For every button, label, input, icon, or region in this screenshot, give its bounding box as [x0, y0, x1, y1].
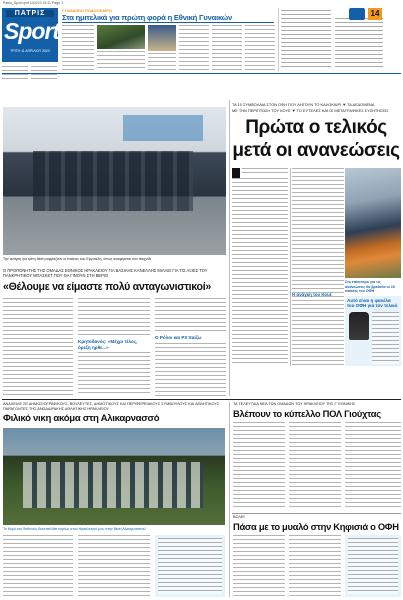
- date-line: ΤΡΙΤΗ 11 ΑΠΡΙΛΙΟΥ 2023: [10, 49, 50, 53]
- bottom-left-headline: Φιλικό νικη ακόμα στη Αλικαρνασσό: [3, 413, 160, 424]
- print-meta: Patris_Sport.qxd 10/4/23 15:11 Page 1: [3, 1, 64, 5]
- main-story-headline-1: Πρώτα ο τελικός: [245, 117, 387, 138]
- tv-icon: [349, 8, 365, 20]
- team-photo: [3, 107, 226, 255]
- jersey-sidebar-title: Αυτό είναι η φανέλα του ΟΦΗ για τον τελικό: [347, 298, 398, 309]
- bottom-right-top-kicker: ΤΑ ΤΕΛΕΥΤΑΙΑ ΝΕΑ ΤΩΝ ΟΜΑΔΩΝ ΤΟΥ ΗΡΑΚΛΕΙΟΥ ΤΗΣ Γ' ΕΘΝΙΚΗΣ: [233, 402, 356, 406]
- main-story-kicker-2: ΜΕ ΤΗΝ ΠΕΡΙΠΤΩΣΗ ΤΟΥ ΚΟΥΕ ▼ ΤΟ ΕΥΤΕΛΕΣ ΚΑΙ ΟΙ ΜΕΤΑΓΡΑΦΙΚΕΣ ΣΥΖΗΤΗΣΕΙΣ: [232, 108, 389, 113]
- left-story-subhead-1: Κρητοδανός: «Μέχρι τέλος, όρεξη ηρθε...»: [78, 339, 138, 350]
- brand-top: ΠΑΤΡΙΣ: [6, 10, 54, 17]
- bottom-left-kicker: ΑΝΑΧΕΙΛΕ ΣΕ ΔΗΜΟΣΙΟΓΡΑΦΙΚΟΥΣ, ΒΟΥΛΕΥΤΕΣ, ΔΗΜΟΤΙΚΟΥΣ ΚΑΙ ΠΕΡΙΦΕΡΕΙΑΚΟΥΣ ΣΥΜΒΟΥΛΟΥΣ ΚΑΙ ΑΘΛΗΤΙΚΟΥΣ ΠΑΡΑΓΟΝΤΕΣ ΤΗΣ ΑΝΩΔΑΙΡΑΚΗΣ ΑΘΛΗΤΙΚΗΣ ΗΡΑΚΛΕΙΟΥ: [3, 402, 220, 411]
- jersey-image: [349, 312, 369, 340]
- top-story-photo-2: [148, 25, 176, 51]
- left-story-subhead-2: Ο Ρόλοι και Ρ3 παίζω: [155, 335, 202, 340]
- team-photo-caption: Την ανάγκη για τρίτη θέση εκφράζουν οι παίκτες του Εργοτέλη, όπως αναφέρεται στο παιχνίδι: [3, 257, 152, 261]
- bottom-left-photo-caption: Το θυμό του διεθνούς δοκεπτέλθει κυρίως στον Ηρακλειανό μου στην θέση Αλικαρνασσού: [3, 527, 146, 531]
- main-story-photo-caption: Στο επίκεντρο για τις ανανεώσεις θα βρεθούν οι 10 παίκτες του ΟΦΗ: [345, 280, 395, 294]
- bottom-left-photo: [3, 428, 225, 525]
- bottom-right-bottom-kicker: ΒΟΛΕΪ: [233, 515, 245, 519]
- left-story-intro: Ο ΠΡΟΠΟΝΗΤΗΣ ΤΗΣ ΟΜΑΔΑΣ ΕΘΝΙΚΟΣ ΗΡΑΚΛΕΙΟΥ ΓΙΑ ΒΑΣΙΛΗΣ ΚΑΝΕΛΛΗΣ ΜΙΛΑΕΙ ΓΙΑ ΤΙΣ ΑΞΙΕΣ ΤΟΥ ΠΑΝΚΡΗΤΙΚΟΥ ΜΠΑΣΚΕΤ ΠΟΥ ΘΑ ΓΙΝΟΥΝ ΣΤΗ ΒΕΡΙΟ: [3, 268, 208, 278]
- brand-main: Sport: [4, 18, 60, 44]
- top-story-headline: Στα ημιτελικά για πρώτη φορά η Εθνική Γυναικών: [62, 13, 233, 22]
- main-story-photo: [345, 168, 401, 278]
- main-story-subhead: Η ανάγκη του Κουέ: [292, 292, 332, 297]
- drop-cap: [232, 168, 240, 178]
- bottom-right-top-headline: Βλέπουν το κύπελλο ΠΟΛ Γιούχτας: [233, 408, 381, 419]
- main-story-kicker-1: ΤΑ 10 ΣΥΜΒΟΛΑΙΑ ΣΤΟΝ ΟΦΗ ΠΟΥ ΛΗΓΟΥΝ ΤΟ ΚΑΛΟΚΑΙΡΙ ▼ ΤΑ ΔΕΔΟΜΕΝΑ: [232, 102, 375, 107]
- top-story-kicker: ΓΥΝΑΙΚΕΙΟ ΠΟΔΟΣΦΑΙΡΟ: [62, 8, 112, 13]
- main-story-headline-2: μετά οι ανανεώσεις: [232, 140, 400, 161]
- page-number: 14: [368, 8, 382, 20]
- masthead: [2, 8, 401, 63]
- bottom-right-bottom-headline: Πάσα με το μυαλό στην Κηφισιά ο ΟΦΗ: [233, 521, 399, 532]
- top-story-photo: [97, 25, 145, 49]
- left-story-headline: «Θέλουμε να είμαστε πολύ ανταγωνιστικοί»: [3, 281, 211, 293]
